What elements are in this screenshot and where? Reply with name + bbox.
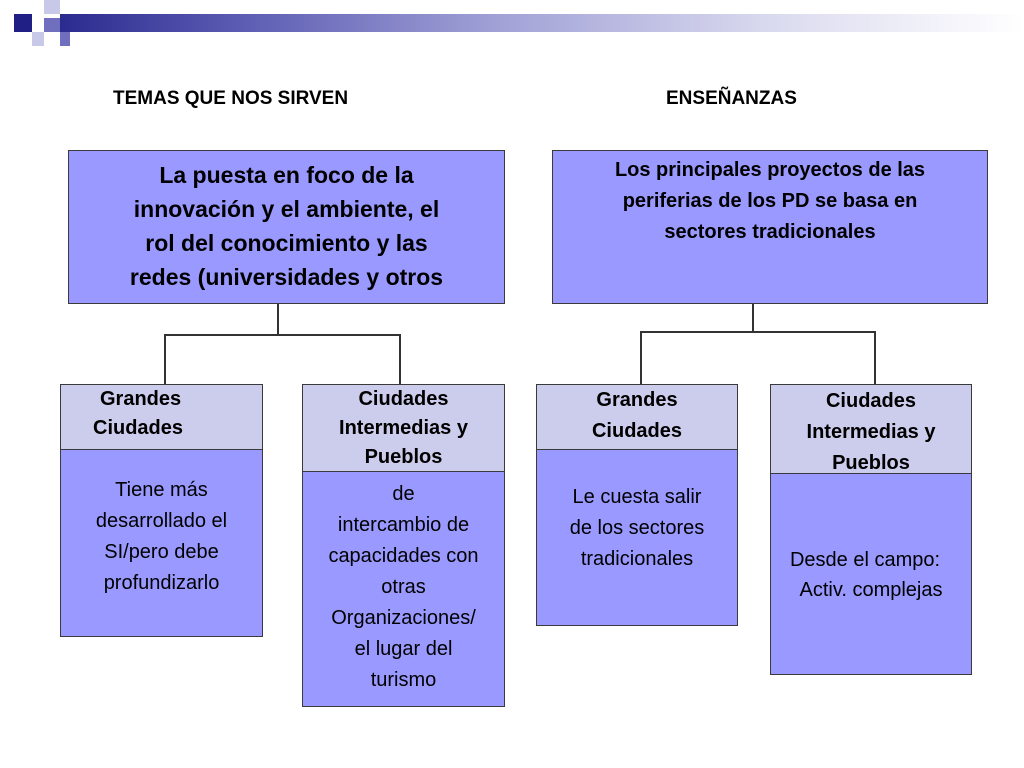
decorative-square [32, 32, 44, 46]
top-box-line: periferias de los PD se basa en [622, 190, 918, 212]
top-box-line: sectores tradicionales [664, 221, 876, 243]
subbox-body-line: Desde el campo: [789, 549, 941, 571]
connector-line [752, 304, 754, 332]
connector-line [640, 331, 642, 385]
subbox-body-line: intercambio de [337, 514, 470, 536]
subbox-header-line: Grandes [596, 389, 678, 411]
subbox-body-line: otras [381, 576, 426, 598]
subbox-body-line: turismo [370, 669, 437, 691]
subbox-header-line: Pueblos [832, 452, 910, 474]
subbox-body-grandes-ciudades [60, 449, 263, 637]
top-box-line: innovación y el ambiente, el [133, 196, 440, 222]
heading-ensenanzas: ENSEÑANZAS [666, 88, 797, 109]
decorative-square [44, 0, 60, 14]
subbox-body-line: Tiene más [115, 479, 208, 501]
subbox-body-ciudades-intermedias-right [770, 472, 972, 675]
subbox-body-grandes-ciudades-right [536, 449, 738, 626]
subbox-body-line: SI/pero debe [104, 541, 219, 563]
decorative-top-bar [60, 14, 1024, 32]
subbox-body-line: Activ. complejas [799, 579, 943, 601]
subbox-body-line: profundizarlo [103, 572, 220, 594]
connector-line [874, 331, 876, 385]
connector-line [164, 334, 401, 336]
subbox-header-line: Ciudades [591, 420, 683, 442]
top-box-proyectos [552, 150, 988, 304]
decorative-square [60, 32, 70, 46]
subbox-header-line: Grandes [100, 388, 182, 410]
decorative-square [44, 18, 60, 32]
top-box-line: redes (universidades y otros [129, 264, 444, 290]
top-box-line: Los principales proyectos de las [614, 159, 926, 181]
heading-temas: TEMAS QUE NOS SIRVEN [113, 88, 349, 109]
subbox-header-line: Ciudades [825, 390, 917, 412]
connector-line [164, 334, 166, 385]
connector-line [277, 304, 279, 336]
subbox-body-ciudades-intermedias [302, 470, 505, 707]
subbox-header-ciudades-intermedias-right [770, 384, 972, 474]
subbox-body-line: desarrollado el [95, 510, 228, 532]
subbox-header-line: Pueblos [364, 446, 443, 468]
subbox-body-line: el lugar del [354, 638, 453, 660]
subbox-body-line: tradicionales [580, 548, 694, 570]
subbox-header-line: Ciudades [358, 388, 449, 410]
top-box-line: rol del conocimiento y las [145, 230, 428, 256]
subbox-header-grandes-ciudades-right [536, 384, 738, 450]
subbox-header-line: Intermedias y [806, 421, 936, 443]
subbox-body-line: Organizaciones/ [331, 607, 476, 629]
top-box-line: La puesta en foco de la [159, 162, 414, 188]
top-box-innovacion [68, 150, 505, 304]
subbox-header-line: Intermedias y [339, 417, 468, 439]
subbox-header-ciudades-intermedias [302, 384, 505, 472]
subbox-body-line: capacidades con [328, 545, 479, 567]
subbox-body-line: de los sectores [569, 517, 705, 539]
subbox-header-line: Ciudades [93, 417, 184, 439]
connector-line [640, 331, 876, 333]
subbox-body-line: Le cuesta salir [572, 486, 702, 508]
subbox-header-grandes-ciudades [60, 384, 263, 450]
decorative-square [14, 14, 32, 32]
connector-line [399, 334, 401, 385]
subbox-body-line: de [392, 483, 415, 505]
